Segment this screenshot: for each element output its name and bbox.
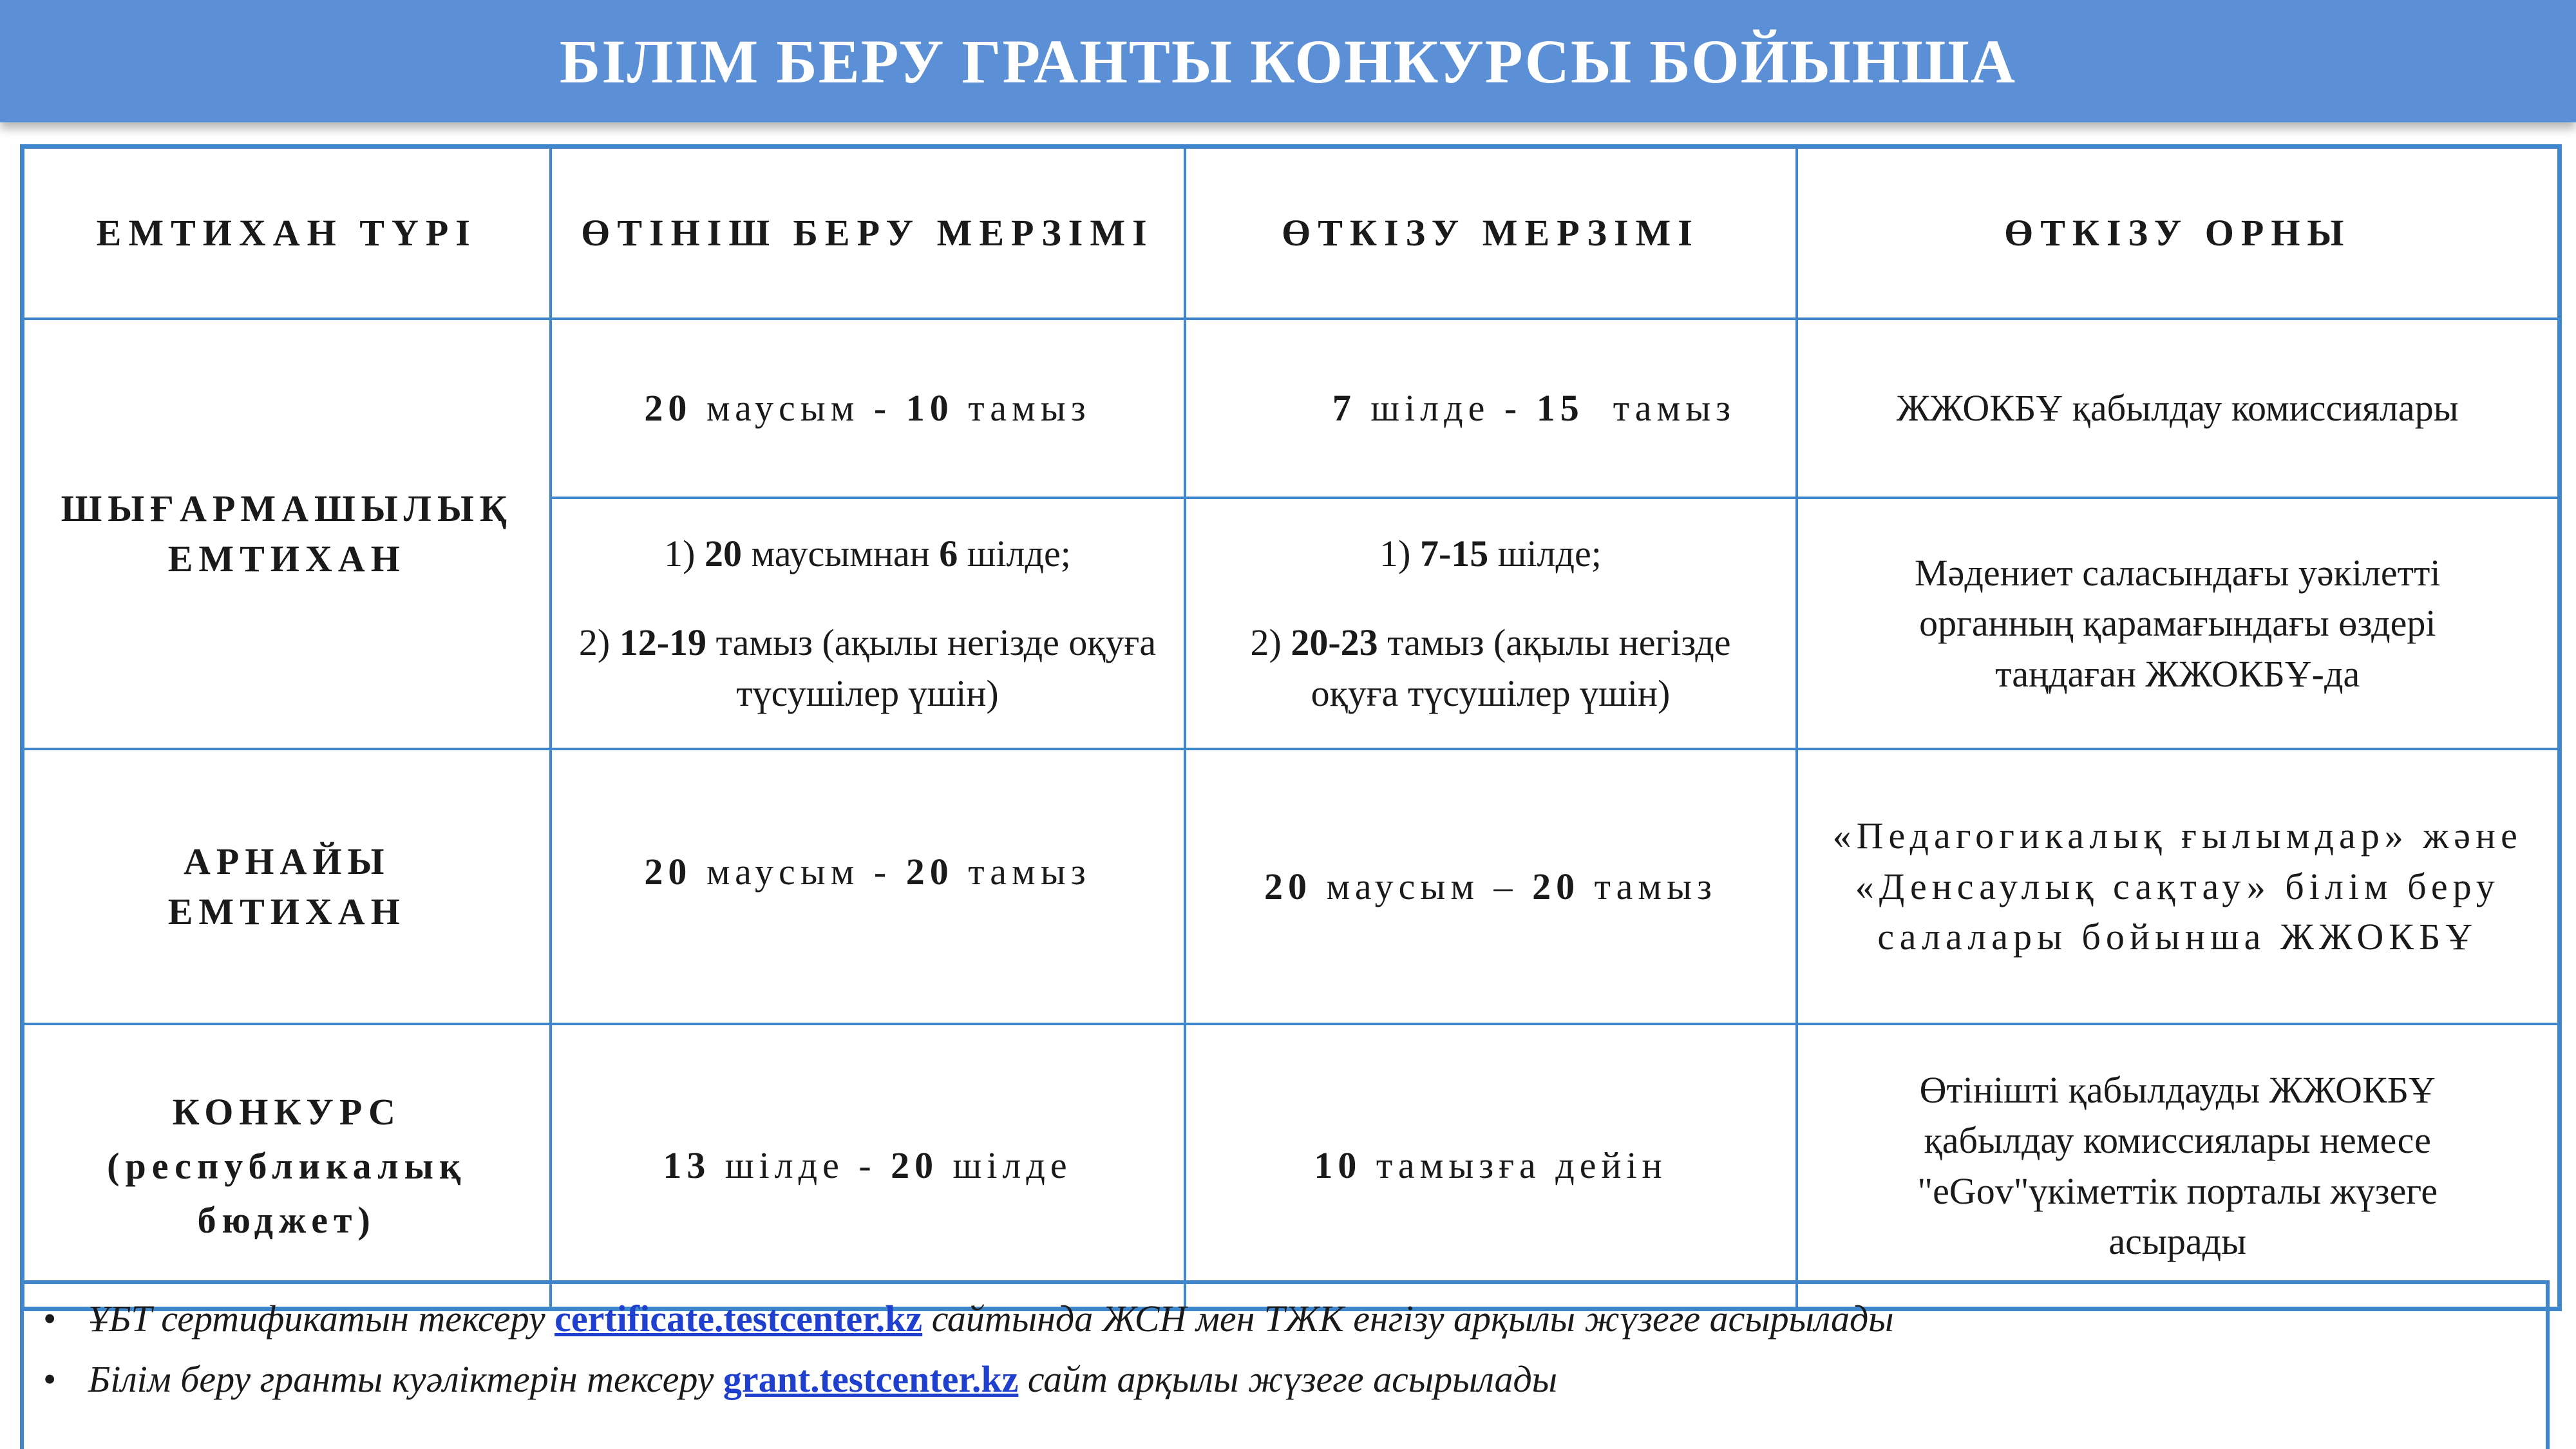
date-end: 20 bbox=[905, 851, 954, 893]
month-text: тамыз bbox=[953, 386, 1091, 429]
exam-type-special bbox=[23, 749, 551, 1024]
creative-holding-period-detailed bbox=[1185, 498, 1797, 749]
date-bold: 20 bbox=[704, 532, 742, 574]
exam-type-contest-line2: (республикалық bbox=[107, 1144, 467, 1187]
exam-type-contest-line1: КОНКУРС bbox=[172, 1090, 401, 1133]
month-text: маусым - bbox=[692, 386, 906, 429]
note-text-before: ҰБТ сертификатын тексеру bbox=[88, 1298, 555, 1340]
month-text: шілде - bbox=[1356, 386, 1537, 429]
date-bold: 6 bbox=[939, 532, 958, 574]
special-holding-place: «Педагогикалық ғылымдар» және «Денсаулық сақтау» білім беру салалары бойынша ЖЖОКБҰ bbox=[1797, 749, 2560, 1024]
date-end: 20 bbox=[1532, 865, 1580, 907]
month-text: тамыз bbox=[1580, 865, 1717, 907]
grant-schedule-table bbox=[20, 144, 2562, 1311]
grant-link[interactable]: grant.testcenter.kz bbox=[723, 1358, 1019, 1400]
item-number: 2) bbox=[1250, 621, 1291, 664]
date-end: 10 bbox=[905, 386, 954, 429]
exam-type-creative bbox=[23, 319, 551, 750]
date-start: 10 bbox=[1314, 1144, 1362, 1187]
contest-holding-period bbox=[1185, 1024, 1797, 1309]
month-text: тамызға дейін bbox=[1361, 1144, 1667, 1187]
exam-type-special-line2: ЕМТИХАН bbox=[167, 890, 406, 933]
date-start: 20 bbox=[644, 386, 692, 429]
table-row-special bbox=[23, 749, 2560, 1024]
page-title: БІЛІМ БЕРУ ГРАНТЫ КОНКУРСЫ БОЙЫНША bbox=[559, 26, 2017, 96]
note-grant bbox=[43, 1358, 2526, 1418]
month-text: маусым - bbox=[692, 851, 906, 893]
item-number: 2) bbox=[578, 621, 620, 664]
footer-notes bbox=[20, 1280, 2550, 1449]
note-text bbox=[88, 1297, 1894, 1340]
bullet-icon: • bbox=[43, 1358, 57, 1400]
date-end: 20 bbox=[891, 1144, 939, 1187]
date-start: 20 bbox=[1264, 865, 1312, 907]
application-item-2 bbox=[578, 618, 1158, 719]
note-text-after: сайтында ЖСН мен ТЖК енгізу арқылы жүзеге асырылады bbox=[922, 1298, 1894, 1340]
note-text-after: сайт арқылы жүзеге асырылады bbox=[1018, 1358, 1558, 1400]
special-application-period bbox=[551, 749, 1185, 1024]
month-text: тамыз bbox=[1584, 386, 1736, 429]
header-holding-period: ӨТКІЗУ МЕРЗІМІ bbox=[1185, 147, 1797, 319]
creative-application-period-detailed bbox=[551, 498, 1185, 749]
contest-holding-place: Өтінішті қабылдауды ЖЖОКБҰ қабылдау комиссиялары немесе "eGov"үкіметтік порталы жүзеге асырады bbox=[1797, 1024, 2560, 1309]
date-start: 13 bbox=[663, 1144, 711, 1187]
creative-application-period bbox=[551, 319, 1185, 498]
title-banner bbox=[0, 0, 2576, 122]
item-number: 1) bbox=[664, 532, 705, 574]
exam-type-creative-line2: ЕМТИХАН bbox=[167, 537, 406, 580]
item-number: 1) bbox=[1379, 532, 1420, 574]
creative-holding-period bbox=[1185, 319, 1797, 498]
exam-type-special-line1: АРНАЙЫ bbox=[184, 840, 390, 882]
month-text: маусымнан bbox=[741, 532, 940, 574]
creative-holding-place: ЖЖОКБҰ қабылдау комиссиялары bbox=[1797, 319, 2560, 498]
date-start: 20 bbox=[644, 851, 692, 893]
date-end: 15 bbox=[1536, 386, 1584, 429]
month-text: шілде - bbox=[710, 1144, 891, 1187]
holding-item-2 bbox=[1212, 618, 1770, 719]
date-start: 7 bbox=[1332, 386, 1356, 429]
creative-holding-place-detailed: Мәдениет саласындағы уәкілетті органның қарамағындағы өздері таңдаған ЖЖОКБҰ-да bbox=[1797, 498, 2560, 749]
exam-type-contest-line3: бюджет) bbox=[197, 1198, 376, 1241]
header-application-period: ӨТІНІШ БЕРУ МЕРЗІМІ bbox=[551, 147, 1185, 319]
certificate-link[interactable]: certificate.testcenter.kz bbox=[554, 1298, 923, 1340]
table-row-contest bbox=[23, 1024, 2560, 1309]
table-header-row bbox=[23, 147, 2560, 319]
special-holding-period bbox=[1185, 749, 1797, 1024]
month-text: тамыз (ақылы негізде оқуға түсушілер үшін) bbox=[706, 621, 1157, 714]
month-text: маусым – bbox=[1312, 865, 1533, 907]
exam-type-creative-line1: ШЫҒАРМАШЫЛЫҚ bbox=[61, 487, 513, 529]
month-text: тамыз bbox=[953, 851, 1091, 893]
month-text: шілде bbox=[938, 1144, 1072, 1187]
note-text-before: Білім беру гранты куәліктерін тексеру bbox=[88, 1358, 723, 1400]
application-item-1 bbox=[578, 529, 1158, 579]
exam-type-contest bbox=[23, 1024, 551, 1309]
month-text: шілде; bbox=[1488, 532, 1602, 574]
bullet-icon: • bbox=[43, 1298, 57, 1340]
date-bold: 7-15 bbox=[1419, 532, 1489, 574]
note-text bbox=[88, 1358, 1557, 1401]
month-text: шілде; bbox=[958, 532, 1071, 574]
header-exam-type: ЕМТИХАН ТҮРІ bbox=[23, 147, 551, 319]
note-certificate bbox=[43, 1297, 2526, 1358]
header-holding-place: ӨТКІЗУ ОРНЫ bbox=[1797, 147, 2560, 319]
table-row-creative-1 bbox=[23, 319, 2560, 498]
date-bold: 12-19 bbox=[619, 621, 707, 664]
contest-application-period bbox=[551, 1024, 1185, 1309]
date-bold: 20-23 bbox=[1291, 621, 1378, 664]
holding-item-1 bbox=[1212, 529, 1770, 579]
month-text: тамыз (ақылы негізде оқуға түсушілер үшін) bbox=[1311, 621, 1731, 714]
